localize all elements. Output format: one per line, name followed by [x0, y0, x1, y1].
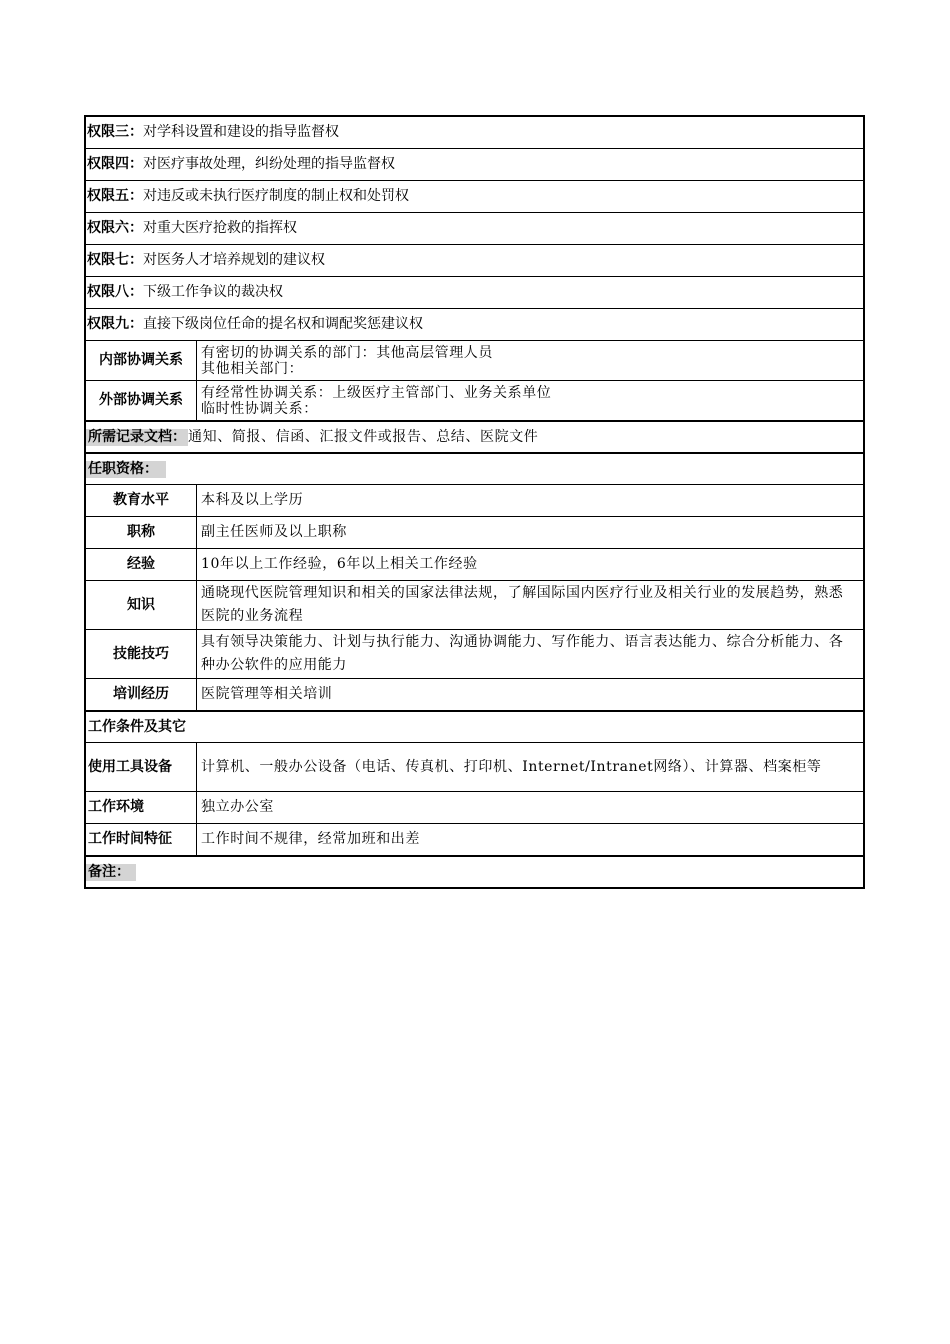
- internal-coordination-label: 内部协调关系: [86, 341, 197, 380]
- authority-label: 权限九：: [87, 316, 143, 332]
- qualification-label: 知识: [86, 581, 197, 629]
- authority-label: 权限三：: [87, 124, 143, 140]
- external-coordination-content: [197, 381, 863, 420]
- authority-text: 对医疗事故处理，纠纷处理的指导监督权: [143, 156, 395, 172]
- internal-coordination-line: 有密切的协调关系的部门：其他高层管理人员: [201, 344, 493, 361]
- authority-text: 对违反或未执行医疗制度的制止权和处罚权: [143, 188, 409, 204]
- authority-label: 权限六：: [87, 220, 143, 236]
- qualification-row: [86, 549, 863, 581]
- authority-row: [86, 309, 863, 341]
- qualification-row: [86, 581, 863, 630]
- qualification-label: 教育水平: [86, 485, 197, 516]
- qualifications-header-row: [86, 454, 863, 485]
- authority-row: [86, 277, 863, 309]
- qualification-row: [86, 630, 863, 679]
- condition-text: 工作时间不规律，经常加班和出差: [201, 831, 420, 847]
- authority-text: 直接下级岗位任命的提名权和调配奖惩建议权: [143, 316, 423, 332]
- authority-label: 权限七：: [87, 252, 143, 268]
- records-text: 通知、简报、信函、汇报文件或报告、总结、医院文件: [188, 428, 539, 445]
- condition-label: 工作环境: [86, 792, 197, 823]
- qualification-text: 本科及以上学历: [201, 492, 304, 508]
- qualification-text: 通晓现代医院管理知识和相关的国家法律法规，了解国际国内医疗行业及相关行业的发展趋势，熟悉医院的业务流程: [201, 585, 844, 624]
- qualification-text: 10年以上工作经验，6年以上相关工作经验: [201, 556, 478, 572]
- qualification-row: [86, 517, 863, 549]
- authority-label: 权限四：: [87, 156, 143, 172]
- records-label: 所需记录文档：: [88, 428, 186, 445]
- internal-coordination-row: [86, 341, 863, 381]
- remarks-label: 备注：: [86, 864, 136, 881]
- condition-text: 计算机、一般办公设备（电话、传真机、打印机、Internet/Intranet网络）、计算器、档案柜等: [201, 759, 822, 775]
- external-coordination-line: 临时性协调关系：: [201, 400, 318, 417]
- conditions-header-row: [86, 712, 863, 743]
- authority-row: [86, 181, 863, 213]
- condition-label: 使用工具设备: [86, 743, 197, 791]
- qualification-label: 职称: [86, 517, 197, 548]
- job-description-table: [84, 115, 865, 889]
- condition-label: 工作时间特征: [86, 824, 197, 855]
- internal-coordination-content: [197, 341, 863, 380]
- authority-row: [86, 213, 863, 245]
- authority-text: 下级工作争议的裁决权: [143, 284, 283, 300]
- qualification-label: 技能技巧: [86, 630, 197, 678]
- internal-coordination-line: 其他相关部门：: [201, 360, 304, 377]
- authority-label: 权限五：: [87, 188, 143, 204]
- external-coordination-row: [86, 381, 863, 422]
- condition-row: [86, 792, 863, 824]
- condition-row: [86, 824, 863, 857]
- authority-row: [86, 149, 863, 181]
- qualification-row: [86, 485, 863, 517]
- qualification-text: 具有领导决策能力、计划与执行能力、沟通协调能力、写作能力、语言表达能力、综合分析能力、各种办公软件的应用能力: [201, 634, 844, 673]
- condition-text: 独立办公室: [201, 799, 274, 815]
- records-row: [86, 422, 863, 454]
- qualification-text: 医院管理等相关培训: [201, 686, 333, 702]
- condition-row: [86, 743, 863, 792]
- qualification-row: [86, 679, 863, 712]
- qualification-text: 副主任医师及以上职称: [201, 524, 347, 540]
- authority-label: 权限八：: [87, 284, 143, 300]
- authority-text: 对医务人才培养规划的建议权: [143, 252, 325, 268]
- conditions-title: 工作条件及其它: [88, 718, 186, 735]
- external-coordination-line: 有经常性协调关系：上级医疗主管部门、业务关系单位: [201, 384, 552, 401]
- authority-row: [86, 117, 863, 149]
- qualification-label: 培训经历: [86, 679, 197, 710]
- qualifications-title: 任职资格：: [86, 461, 166, 478]
- qualification-label: 经验: [86, 549, 197, 580]
- authority-text: 对重大医疗抢救的指挥权: [143, 220, 297, 236]
- external-coordination-label: 外部协调关系: [86, 381, 197, 420]
- authority-row: [86, 245, 863, 277]
- authority-text: 对学科设置和建设的指导监督权: [143, 124, 339, 140]
- remarks-row: [86, 857, 863, 887]
